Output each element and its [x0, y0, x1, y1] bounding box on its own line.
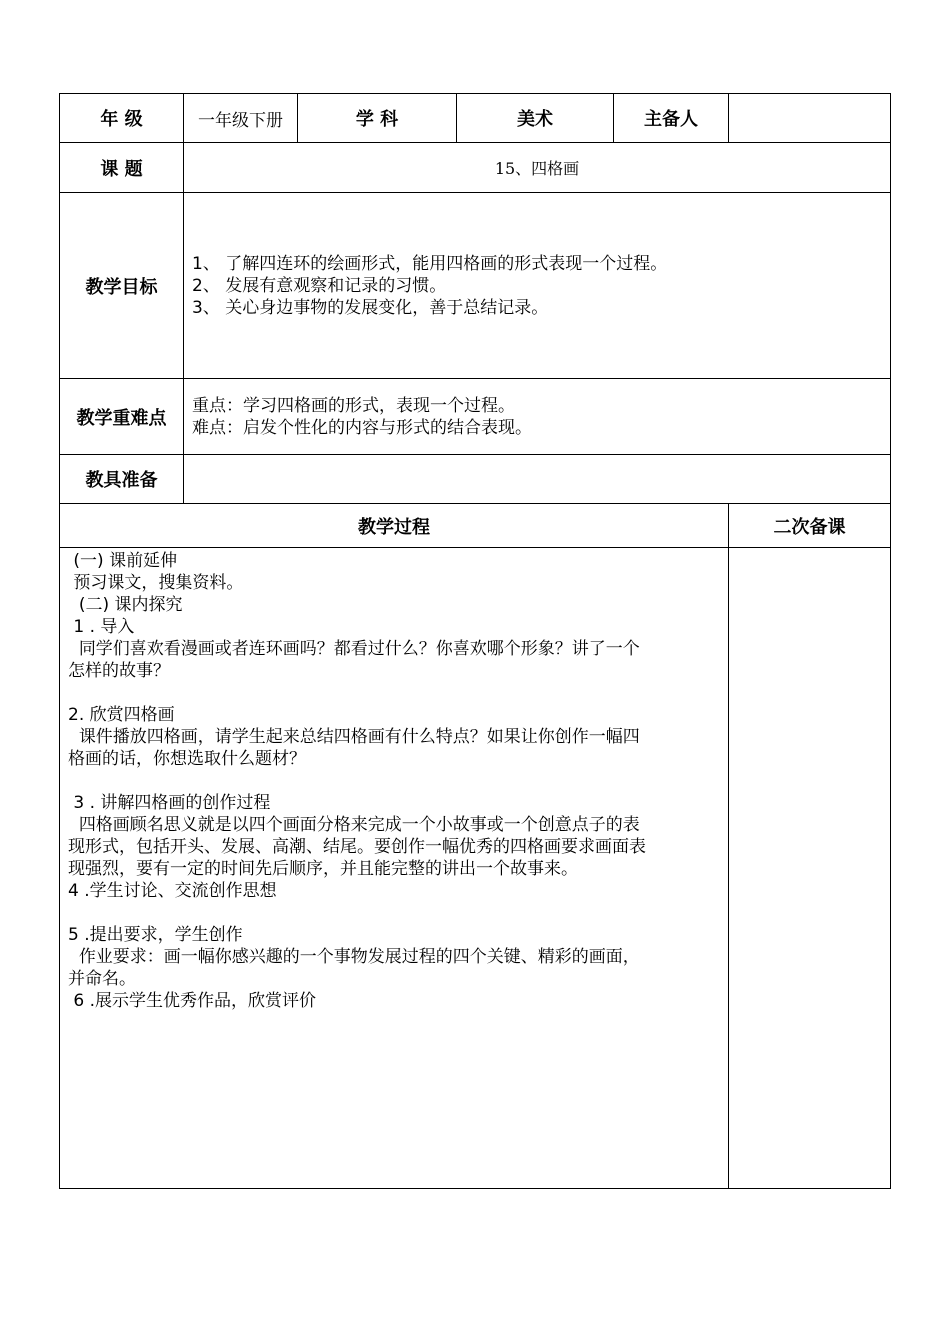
process-line: 3 . 讲解四格画的创作过程: [68, 793, 271, 813]
key-points-content: [183, 378, 891, 455]
objective-item: 2、 发展有意观察和记录的习惯。: [192, 275, 447, 296]
process-line: 现强烈，要有一定的时间先后顺序，并且能完整的讲出一个故事来。: [68, 859, 578, 879]
process-line: 四格画顾名思义就是以四个画面分格来完成一个小故事或一个创意点子的表: [68, 815, 640, 835]
process-line: 1 . 导入: [68, 617, 135, 637]
process-line: 现形式，包括开头、发展、高潮、结尾。要创作一幅优秀的四格画要求画面表: [68, 837, 646, 857]
process-line: 5 .提出要求，学生创作: [68, 925, 243, 945]
process-line: 课件播放四格画，请学生起来总结四格画有什么特点？如果让你创作一幅四: [68, 727, 640, 747]
preparer-value: [728, 93, 891, 143]
process-line: [68, 770, 718, 792]
process-line: [68, 902, 718, 924]
process-line: 预习课文，搜集资料。: [68, 573, 244, 593]
key-points-label: 教学重难点: [59, 378, 184, 455]
process-header: 教学过程: [59, 503, 729, 548]
topic-value: 15、四格画: [183, 142, 891, 193]
objective-item: 3、 关心身边事物的发展变化，善于总结记录。: [192, 297, 549, 318]
process-line: 2. 欣赏四格画: [68, 705, 175, 725]
key-point-line: 重点：学习四格画的形式，表现一个过程。: [192, 395, 515, 416]
key-point-line: 难点：启发个性化的内容与形式的结合表现。: [192, 417, 532, 438]
objective-item: 1、 了解四连环的绘画形式，能用四格画的形式表现一个过程。: [192, 253, 668, 274]
preparer-label: 主备人: [613, 93, 729, 143]
tools-label: 教具准备: [59, 454, 184, 504]
process-content: [59, 547, 729, 1189]
tools-value: [183, 454, 891, 504]
topic-label: 课 题: [59, 142, 184, 193]
subject-label: 学 科: [297, 93, 457, 143]
objectives-label: 教学目标: [59, 192, 184, 379]
objectives-content: [183, 192, 891, 379]
process-line: 4 .学生讨论、交流创作思想: [68, 881, 277, 901]
process-line: 怎样的故事？: [68, 661, 170, 681]
grade-value: 一年级下册: [183, 93, 298, 143]
secondary-prep-content: [728, 547, 891, 1189]
process-line: (一) 课前延伸: [68, 551, 178, 571]
subject-value: 美术: [456, 93, 614, 143]
process-line: 并命名。: [68, 969, 136, 989]
process-line: 同学们喜欢看漫画或者连环画吗？都看过什么？你喜欢哪个形象？讲了一个: [68, 639, 640, 659]
process-line: 格画的话，你想选取什么题材？: [68, 749, 306, 769]
process-line: 6 .展示学生优秀作品，欣赏评价: [68, 991, 317, 1011]
process-line: [68, 682, 718, 704]
secondary-prep-header: 二次备课: [728, 503, 891, 548]
grade-label: 年 级: [59, 93, 184, 143]
process-line: (二) 课内探究: [68, 595, 183, 615]
process-line: 作业要求：画一幅你感兴趣的一个事物发展过程的四个关键、精彩的画面，: [68, 947, 640, 967]
